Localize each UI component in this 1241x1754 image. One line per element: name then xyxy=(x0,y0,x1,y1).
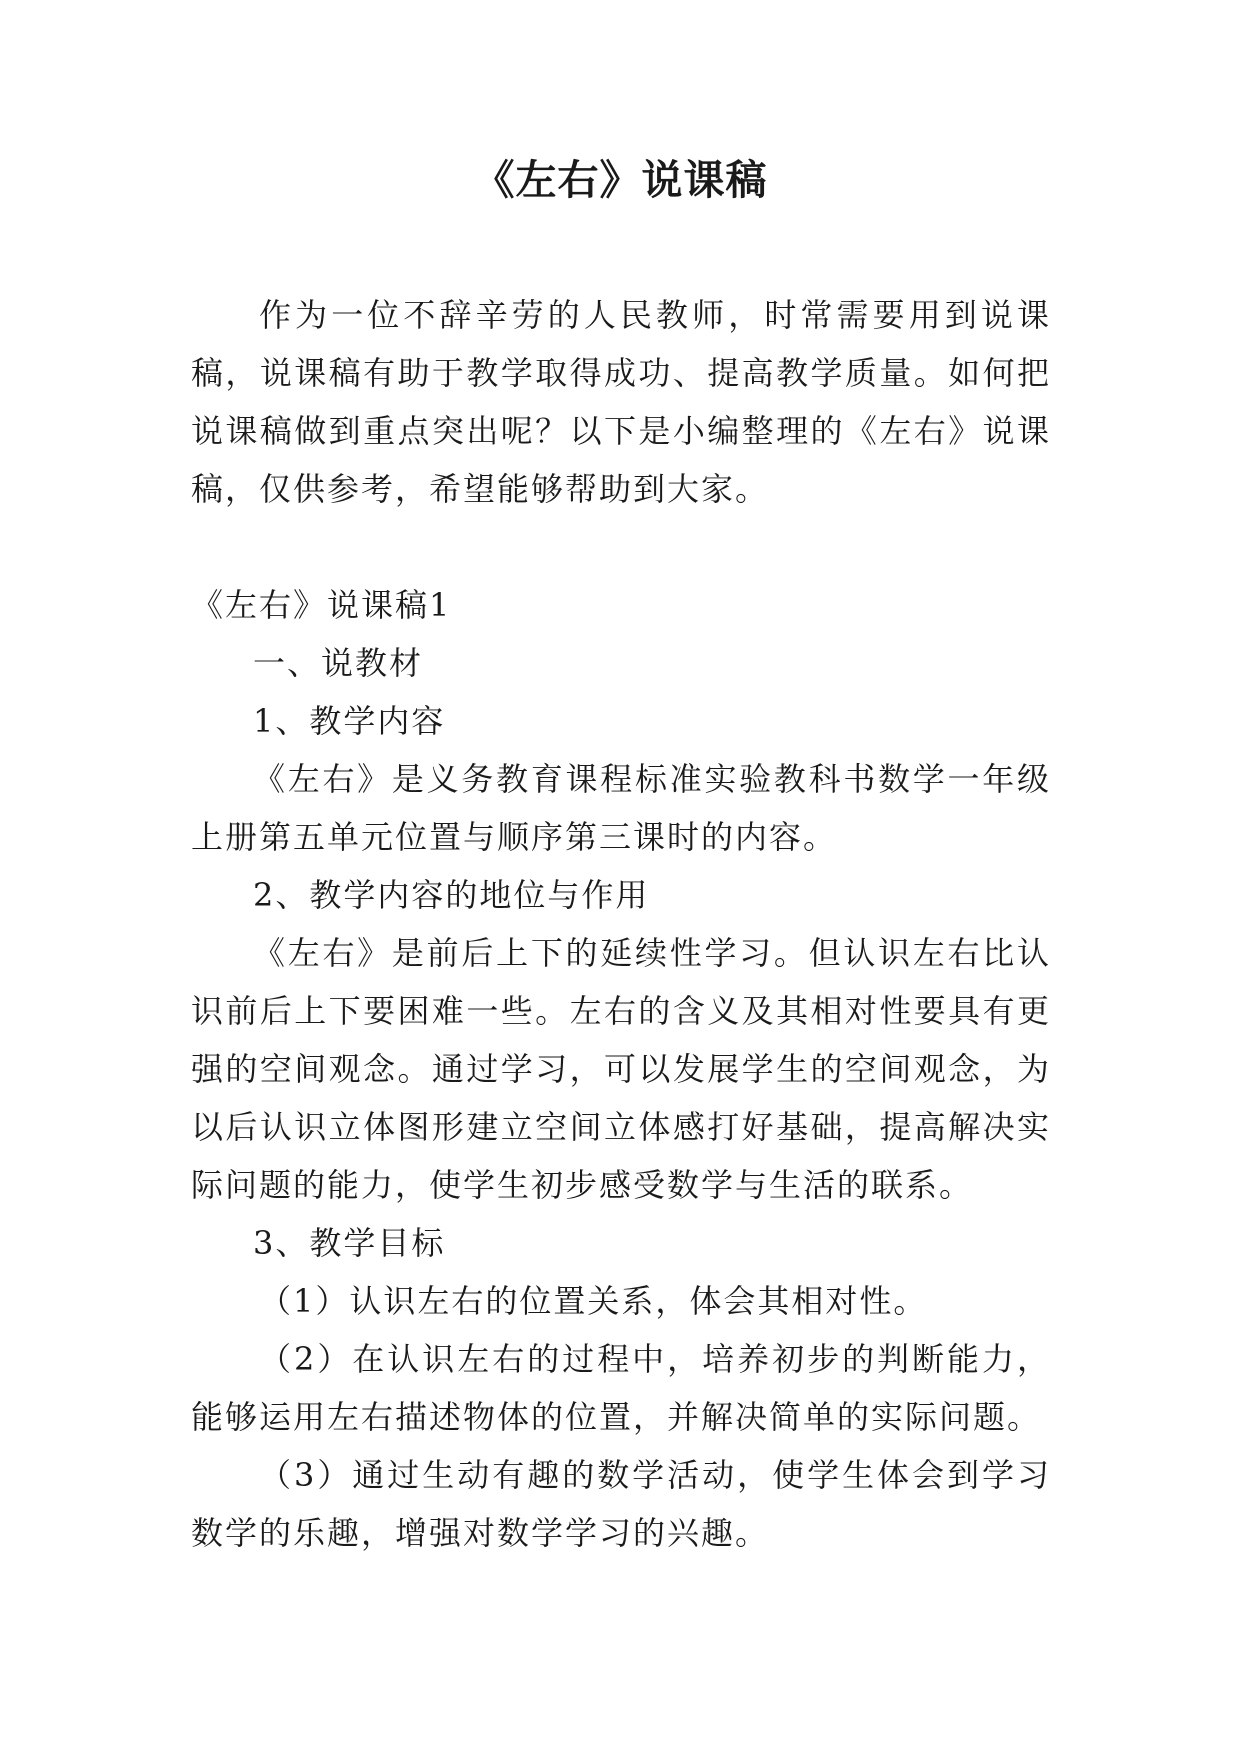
document-body xyxy=(191,286,1051,1562)
subheading-teaching-content: 1、教学内容 xyxy=(253,702,446,740)
goal-item-2: （2）在认识左右的过程中，培养初步的判断能力，能够运用左右描述物体的位置，并解决简单的实际问题。 xyxy=(191,1340,1051,1436)
paragraph-status-role: 《左右》是前后上下的延续性学习。但认识左右比认识前后上下要困难一些。左右的含义及其相对性要具有更强的空间观念。通过学习，可以发展学生的空间观念，为以后认识立体图形建立空间立体感打好基础，提高解决实际问题的能力，使学生初步感受数学与生活的联系。 xyxy=(191,934,1051,1204)
goal-item-3: （3）通过生动有趣的数学活动，使学生体会到学习数学的乐趣，增强对数学学习的兴趣。 xyxy=(191,1456,1051,1552)
subheading-teaching-goals: 3、教学目标 xyxy=(253,1224,446,1262)
goal-item-1: （1）认识左右的位置关系，体会其相对性。 xyxy=(259,1282,928,1320)
paragraph-teaching-content: 《左右》是义务教育课程标准实验教科书数学一年级上册第五单元位置与顺序第三课时的内容。 xyxy=(191,760,1051,856)
heading-teaching-material: 一、说教材 xyxy=(253,644,424,682)
document-title: 《左右》说课稿 xyxy=(473,156,768,204)
intro-paragraph: 作为一位不辞辛劳的人民教师，时常需要用到说课稿，说课稿有助于教学取得成功、提高教学质量。如何把说课稿做到重点突出呢？以下是小编整理的《左右》说课稿，仅供参考，希望能够帮助到大家。 xyxy=(191,296,1051,508)
subheading-status-role: 2、教学内容的地位与作用 xyxy=(253,876,650,914)
section-title: 《左右》说课稿1 xyxy=(191,586,452,624)
